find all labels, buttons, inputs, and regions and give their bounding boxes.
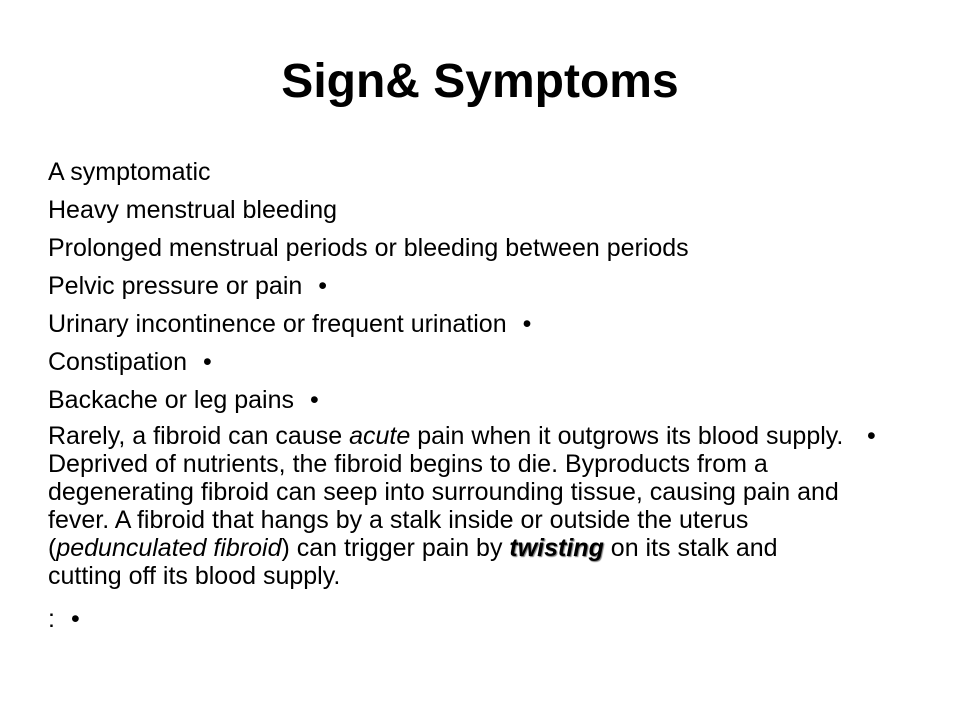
twisting-emphasis: twisting (509, 534, 604, 562)
list-item-text: A symptomatic (48, 158, 211, 186)
list-item-text: Prolonged menstrual periods or bleeding between periods (48, 234, 689, 262)
list-item-text: Constipation (48, 348, 187, 376)
list-item-text: Pelvic pressure or pain (48, 272, 303, 300)
paragraph-text: pain when it outgrows its blood supply. Deprived of nutrients, the fibroid begins to die. Byproducts from a degenerating fibroid can seep into surrounding tissue, causing pain and fever. A fibroid that hangs by a stalk inside or outside the uterus ( (48, 422, 844, 562)
list-item-text: Heavy menstrual bleeding (48, 196, 338, 224)
list-item (48, 343, 918, 381)
list-item-text: : (48, 605, 55, 633)
list-item-text: Urinary incontinence or frequent urination (48, 310, 507, 338)
list-item (48, 381, 918, 419)
fibroid-paragraph (48, 422, 876, 590)
bullet-icon: • (70, 605, 80, 633)
bullet-icon: • (309, 386, 319, 414)
symptom-list (48, 153, 918, 638)
acute-emphasis: acute (349, 422, 411, 450)
list-item-text: Backache or leg pains (48, 386, 294, 414)
slide-title: Sign& Symptoms (281, 55, 679, 108)
list-item (48, 267, 918, 305)
bullet-icon: • (522, 310, 532, 338)
bullet-icon: • (867, 422, 876, 450)
list-item (48, 191, 918, 229)
list-item (48, 600, 918, 638)
paragraph-text: Rarely, a fibroid can cause (48, 422, 350, 450)
list-item (48, 305, 918, 343)
paragraph-text: ) can trigger pain by (281, 534, 510, 562)
bullet-icon: • (202, 348, 212, 376)
bullet-icon: • (318, 272, 328, 300)
list-item (48, 229, 918, 267)
list-item (48, 153, 918, 191)
pedunculated-emphasis: pedunculated fibroid (56, 534, 282, 562)
paragraph-text: on its stalk and cutting off its blood supply. (48, 534, 778, 590)
